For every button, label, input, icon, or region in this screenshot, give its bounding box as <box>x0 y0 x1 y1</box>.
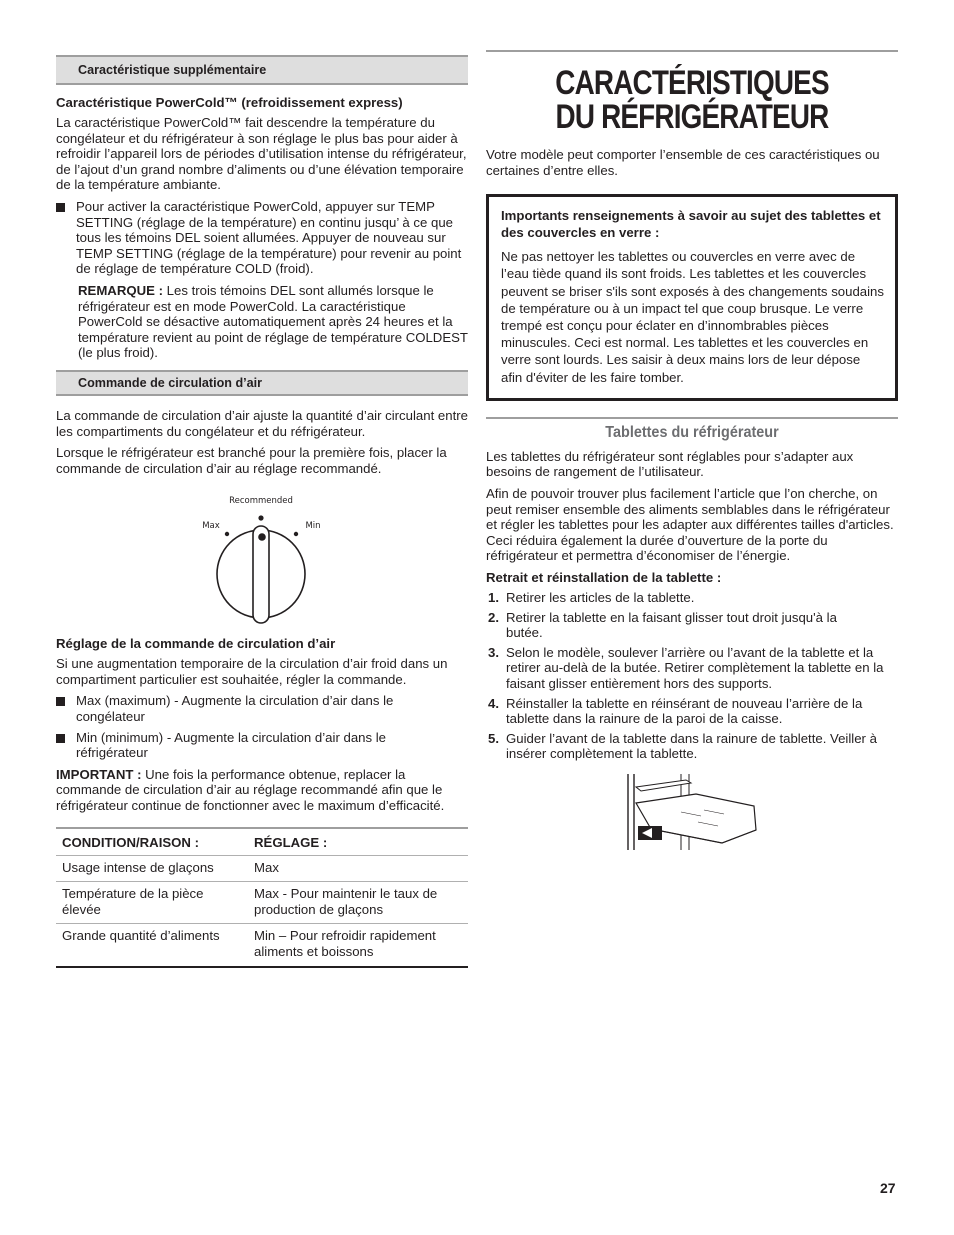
glass-warning-box <box>486 194 898 401</box>
list-item: 2. Retirer la tablette en la faisant glisser tout droit jusqu'à la butée. <box>488 609 837 641</box>
list-item: 4. Réinstaller la tablette en réinsérant de nouveau l’arrière de la tablette dans la rainure de la paroi de la caisse. <box>488 695 863 727</box>
table-cell: Grande quantité d’aliments <box>56 924 248 967</box>
important-text: Une fois la performance obtenue, replacer la commande de circulation d’air au réglage recommandé afin que le réfrigérateur continue de fonctionner avec le maximum d’efficacité. <box>56 766 445 814</box>
bullet-min: Min (minimum) - Augmente la circulation d’air dans le réfrigérateur <box>56 730 468 761</box>
shelf-illustration <box>486 770 898 860</box>
shelf-removal-icon <box>486 770 898 860</box>
shelves-paragraph-2: Afin de pouvoir trouver plus facilement l’article que l’on cherche, on peut remiser ensemble des aliments semblables dans le réfrigérateur et régler les tablettes pour les adapter aux différentes tailles d'articles. Ceci réduira également la durée d’ouverture de la porte du réfrigérateur et permettra d’économiser de l’énergie. <box>486 486 894 564</box>
table-cell: Température de la pièce élevée <box>56 882 248 924</box>
dial-min-label: Min <box>305 521 321 532</box>
right-column <box>486 0 898 860</box>
list-item: 1. Retirer les articles de la tablette. <box>488 589 695 605</box>
shelves-paragraph-1: Les tablettes du réfrigérateur sont réglables pour s’adapter aux besoins de rangement de l’utilisateur. <box>486 448 854 480</box>
airflow-dial-figure <box>56 482 468 632</box>
airflow-settings-table <box>56 827 468 968</box>
bullet-square-icon <box>56 734 65 743</box>
left-column <box>56 0 468 968</box>
bullet-square-icon <box>56 697 65 706</box>
important-label: IMPORTANT : <box>56 766 142 782</box>
page-number: 27 <box>880 1180 896 1196</box>
airflow-setting-paragraph: Si une augmentation temporaire de la circulation d’air froid dans un compartiment particulier est souhaitée, régler la commande. <box>56 656 448 687</box>
table-header-row <box>56 828 468 856</box>
table-row <box>56 882 468 924</box>
table-cell: Usage intense de glaçons <box>56 855 248 882</box>
warning-text: Ne pas nettoyer les tablettes ou couvercles en verre avec de l’eau tiède quand ils sont froids. Les tablettes et les couvercles peuvent se briser s'ils sont exposés à des changements soudains de température ou à un impact tel que coup brusque. Le verre trempé est conçu pour éclater en d’innombrables pièces minuscules. Ceci est normal. Les tablettes et les couvercles en verre sont lourds. Les saisir à deux mains lors de leur dépose afin d'éviter de les faire tomber. <box>501 249 884 385</box>
powercold-bullet: Pour activer la caractéristique PowerCold, appuyer sur TEMP SETTING (réglage de la température) en continu jusqu’ à ce que tous les témoins DEL soient allumées. Appuyer de nouveau sur TEMP SETTING (réglage de la température) pour revenir au point de réglage de température COLD (froid). <box>56 199 468 277</box>
list-item: 3. Selon le modèle, soulever l’arrière ou l’avant de la tablette et la retirer au-delà de la butée. Retirer complètement la tablette en la faisant glisser entièrement hors des supports. <box>488 644 884 691</box>
removal-title: Retrait et réinstallation de la tablette : <box>486 569 722 585</box>
removal-steps <box>486 590 898 762</box>
shelves-title: Tablettes du réfrigérateur <box>605 423 779 441</box>
airflow-setting-title: Réglage de la commande de circulation d’air <box>56 636 336 652</box>
powercold-note <box>56 283 468 361</box>
table-cell: Min – Pour refroidir rapidement aliments et boissons <box>248 924 468 967</box>
dial-max-label: Max <box>202 521 220 532</box>
table-header-setting: RÉGLAGE : <box>248 828 468 856</box>
table-row <box>56 855 468 882</box>
list-item: 5. Guider l’avant de la tablette dans la rainure de tablette. Veiller à insérer complètement la tablette. <box>488 730 877 762</box>
powercold-intro: La caractéristique PowerCold™ fait descendre la température du congélateur et du réfrigérateur à son réglage le plus bas pour aider à refroidir l’appareil lors de périodes d’utilisation intense du réfrigérateur, de l’ajout d’un grand nombre d’aliments ou d’une élévation temporaire de la température ambiante. <box>56 115 467 193</box>
table-row <box>56 924 468 967</box>
airflow-dial-icon <box>56 482 468 632</box>
table-header-condition: CONDITION/RAISON : <box>56 828 248 856</box>
extra-feature-header: Caractéristique supplémentaire <box>56 55 468 85</box>
bullet-square-icon <box>56 203 65 212</box>
airflow-paragraph-2: Lorsque le réfrigérateur est branché pour la première fois, placer la commande de circulation d’air au réglage recommandé. <box>56 445 447 476</box>
table-cell: Max <box>248 855 468 882</box>
bullet-max: Max (maximum) - Augmente la circulation d’air dans le congélateur <box>56 693 468 724</box>
airflow-paragraph-1: La commande de circulation d’air ajuste la quantité d’air circulant entre les compartiments du congélateur et du réfrigérateur. <box>56 407 468 439</box>
page-title: CARACTÉRISTIQUES DU RÉFRIGÉRATEUR <box>555 64 829 136</box>
airflow-header: Commande de circulation d’air <box>56 370 468 396</box>
important-note <box>56 767 468 814</box>
features-intro: Votre modèle peut comporter l’ensemble de ces caractéristiques ou certaines d’entre elles. <box>486 147 880 178</box>
powercold-title: Caractéristique PowerCold™ (refroidissement express) <box>56 95 403 110</box>
warning-title: Importants renseignements à savoir au sujet des tablettes et des couvercles en verre : <box>501 208 881 241</box>
table-cell: Max - Pour maintenir le taux de production de glaçons <box>248 882 468 924</box>
dial-recommended-label: Recommended <box>229 496 293 507</box>
note-text: Les trois témoins DEL sont allumés lorsque le réfrigérateur est en mode PowerCold. La caractéristique PowerCold se désactive automatiquement après 24 heures et la température revient au point de réglage de température COLDEST (le plus froid). <box>78 282 468 361</box>
note-label: REMARQUE : <box>78 282 163 298</box>
